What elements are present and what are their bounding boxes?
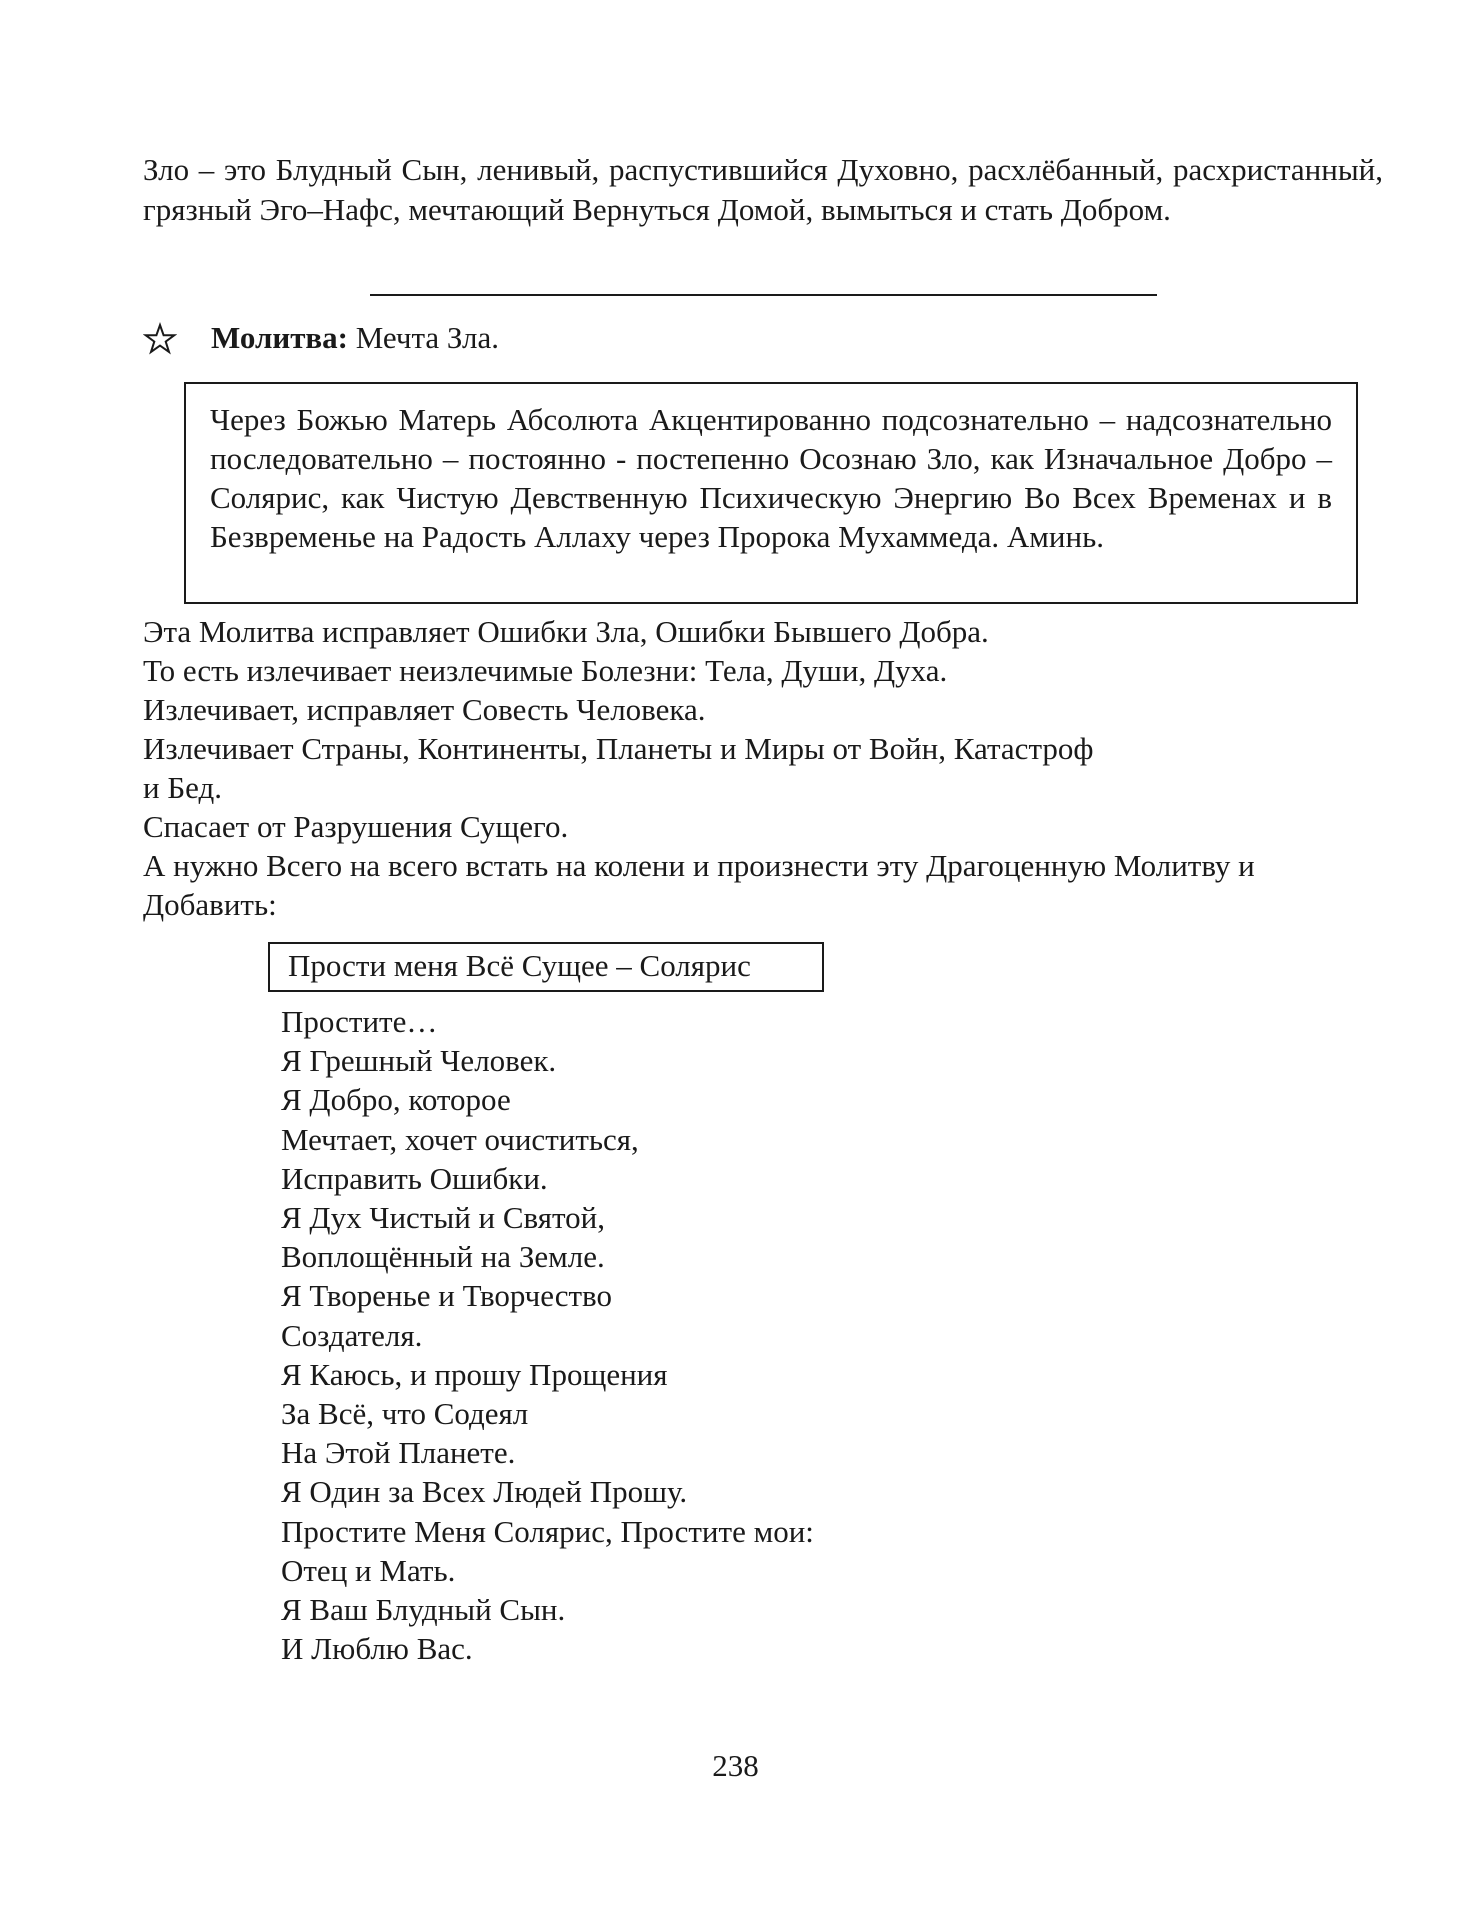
description-line: А нужно Всего на всего встать на колени и произнести эту Драгоценную Молитву и <box>143 848 1255 883</box>
poem-line: Отец и Мать. <box>281 1552 456 1588</box>
poem-line: Мечтает, хочет очиститься, <box>281 1121 639 1157</box>
prayer-heading <box>143 318 499 358</box>
poem-line: Я Каюсь, и прошу Прощения <box>281 1356 668 1392</box>
description-line: Излечивает, исправляет Совесть Человека. <box>143 692 706 727</box>
description-line: Эта Молитва исправляет Ошибки Зла, Ошибки Бывшего Добра. <box>143 614 989 649</box>
description-line: Добавить: <box>143 887 277 922</box>
poem-line: За Всё, что Содеял <box>281 1396 529 1432</box>
poem-line: Воплощённый на Земле. <box>281 1239 605 1275</box>
prayer-text-box: Через Божью Матерь Абсолюта Акцентированно подсознательно – надсознательно последовательно – постоянно - постепенно Осознаю Зло, как Изначальное Добро – Солярис, как Чистую Девственную Психическую Энергию Во Всех Временах и в Безвременье на Радость Аллаху через Пророка Мухаммеда. Аминь. <box>184 382 1358 604</box>
description-line: Излечивает Страны, Континенты, Планеты и Миры от Войн, Катастроф <box>143 731 1094 766</box>
prayer-description <box>143 612 1393 924</box>
poem-line: Я Ваш Блудный Сын. <box>281 1592 566 1628</box>
poem-line: Я Добро, которое <box>281 1082 511 1118</box>
section-divider <box>370 294 1157 296</box>
poem-line: Простите Меня Солярис, Простите мои: <box>281 1513 814 1549</box>
poem-line: И Люблю Вас. <box>281 1631 473 1667</box>
poem-line: Я Творенье и Творчество <box>281 1278 612 1314</box>
repentance-poem <box>281 1002 814 1668</box>
description-line: и Бед. <box>143 770 223 805</box>
poem-line: Я Грешный Человек. <box>281 1043 557 1079</box>
forgive-phrase-box: Прости меня Всё Сущее – Солярис <box>268 942 824 992</box>
description-line: То есть излечивает неизлечимые Болезни: Тела, Души, Духа. <box>143 653 948 688</box>
poem-line: Исправить Ошибки. <box>281 1160 548 1196</box>
prayer-title: Мечта Зла. <box>355 320 500 355</box>
poem-line: Создателя. <box>281 1317 423 1353</box>
poem-line: На Этой Планете. <box>281 1435 516 1471</box>
description-line: Спасает от Разрушения Сущего. <box>143 809 569 844</box>
intro-paragraph: Зло – это Блудный Сын, ленивый, распустившийся Духовно, расхлёбанный, расхристанный, грязный Эго–Нафс, мечтающий Вернуться Домой, вымыться и стать Добром. <box>143 152 1383 227</box>
star-outline-icon <box>143 322 177 356</box>
prayer-label: Молитва: <box>211 320 348 355</box>
poem-line: Я Дух Чистый и Святой, <box>281 1200 606 1236</box>
poem-line: Я Один за Всех Людей Прошу. <box>281 1474 688 1510</box>
poem-line: Простите… <box>281 1004 438 1039</box>
page-number: 238 <box>712 1748 759 1783</box>
